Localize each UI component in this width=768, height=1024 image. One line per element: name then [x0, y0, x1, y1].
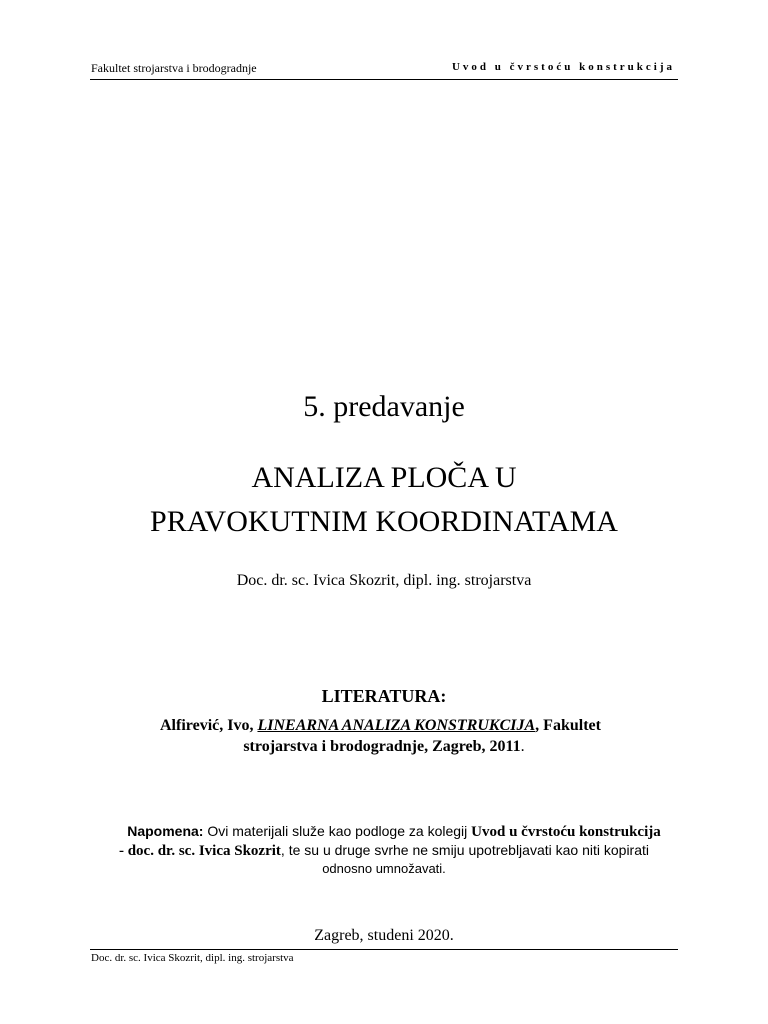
- literature-publisher-part-2: strojarstva i brodogradnje, Zagreb, 2011: [243, 738, 521, 755]
- place-date: Zagreb, studeni 2020.: [314, 927, 454, 944]
- literature-book-title: LINEARNA ANALIZA KONSTRUKCIJA: [257, 717, 536, 734]
- literature-period: .: [520, 738, 525, 755]
- footer-rule: [90, 949, 678, 950]
- literature-author: Alfirević, Ivo,: [160, 717, 258, 734]
- note-course: Uvod u čvrstoću konstrukcija: [471, 824, 661, 840]
- note-lecturer: - doc. dr. sc. Ivica Skozrit: [118, 843, 281, 859]
- lecture-number: 5. predavanje: [303, 390, 465, 423]
- author: Doc. dr. sc. Ivica Skozrit, dipl. ing. strojarstva: [236, 572, 532, 589]
- document-title-line-1: ANALIZA PLOČA U: [251, 461, 517, 494]
- header-course-title: Uvod u čvrstoću konstrukcija: [451, 61, 675, 73]
- note-text-2: , te su u druge svrhe ne smiju upotrebljavati kao niti kopirati: [280, 842, 650, 858]
- note-text-1: Ovi materijali služe kao podloge za kolegij: [203, 823, 472, 839]
- document-title-line-2: PRAVOKUTNIM KOORDINATAMA: [150, 505, 618, 538]
- footer-author: Doc. dr. sc. Ivica Skozrit, dipl. ing. strojarstva: [91, 952, 294, 964]
- header-rule: [90, 79, 678, 80]
- note-line-1: [0, 823, 768, 841]
- literature-publisher-part-1: , Fakultet: [535, 717, 601, 734]
- literature-reference-line-1: [160, 717, 601, 735]
- note-line-3: odnosno umnožavati.: [322, 861, 446, 876]
- literature-heading: LITERATURA:: [321, 686, 447, 706]
- note-label: Napomena:: [127, 823, 204, 839]
- note-line-2: [0, 842, 768, 860]
- literature-reference-line-2: [0, 738, 768, 756]
- header-faculty: Fakultet strojarstva i brodogradnje: [91, 61, 257, 75]
